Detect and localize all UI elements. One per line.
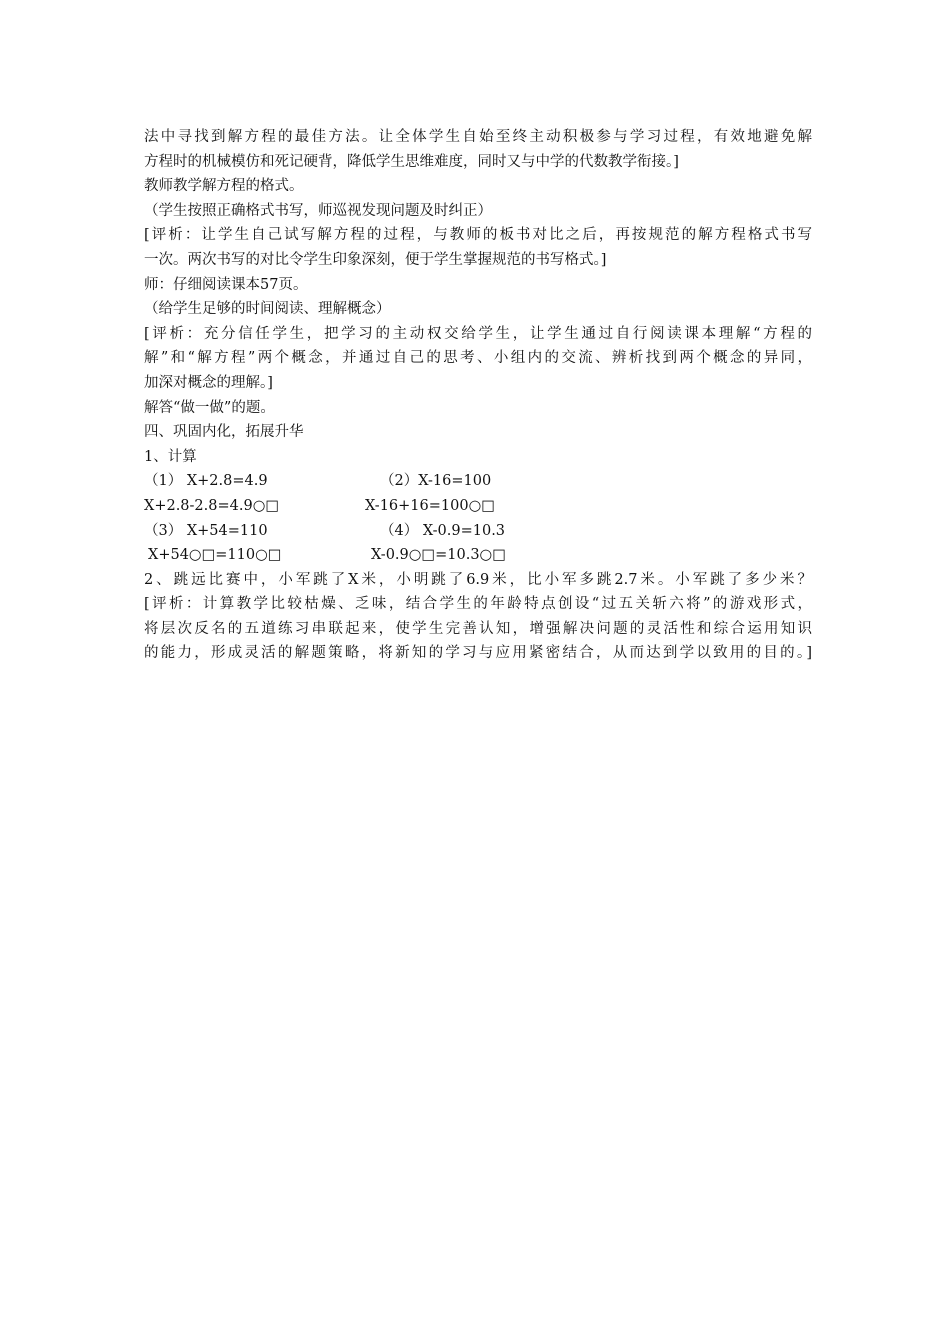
text-line: [评析：计算教学比较枯燥、乏味，结合学生的年龄特点创设“过五关斩六将”的游戏形式，	[144, 596, 812, 613]
exercise-left: （1） X+2.8=4.9	[144, 473, 268, 490]
exercise-row	[144, 543, 812, 568]
text-line: 将层次反名的五道练习串联起来，使学生完善认知，增强解决问题的灵活性和综合运用知识	[144, 620, 812, 637]
exercise-right: （4） X-0.9=10.3	[380, 522, 506, 539]
text-line: 2、跳远比赛中，小军跳了X米，小明跳了6.9米，比小军多跳2.7米。小军跳了多少米？	[144, 571, 812, 588]
text-line: [评析：让学生自己试写解方程的过程，与教师的板书对比之后，再按规范的解方程格式书写	[144, 227, 812, 244]
text-line: （学生按照正确格式书写，师巡视发现问题及时纠正）	[144, 202, 492, 219]
text-line: 一次。两次书写的对比令学生印象深刻，便于学生掌握规范的书写格式。]	[144, 251, 607, 268]
exercise-right: X-16+16=100○□	[365, 497, 495, 514]
text-line: 解答“做一做”的题。	[144, 399, 275, 416]
exercise-right: （2）X-16=100	[380, 473, 492, 490]
text-line: 解”和“解方程”两个概念，并通过自己的思考、小组内的交流、辨析找到两个概念的异同，	[144, 350, 812, 367]
exercise-left: X+2.8-2.8=4.9○□	[144, 497, 280, 514]
text-line: 加深对概念的理解。]	[144, 374, 273, 391]
text-line: （给学生足够的时间阅读、理解概念）	[144, 301, 391, 318]
exercise-left: （3） X+54=110	[144, 522, 268, 539]
exercise-row	[144, 494, 812, 519]
exercise-left: X+54○□=110○□	[148, 547, 282, 564]
text-line: 教师教学解方程的格式。	[144, 178, 304, 195]
exercise-heading: 1、计算	[144, 448, 197, 465]
text-line: 方程时的机械模仿和死记硬背，降低学生思维难度，同时又与中学的代数教学衔接。]	[144, 153, 679, 170]
text-line: 法中寻找到解方程的最佳方法。让全体学生自始至终主动积极参与学习过程，有效地避免解	[144, 129, 812, 145]
document-page	[144, 125, 812, 666]
text-line: 师：仔细阅读课本57页。	[144, 276, 308, 293]
exercise-row	[144, 469, 812, 494]
section-heading: 四、巩固内化，拓展升华	[144, 424, 304, 441]
text-line: 的能力，形成灵活的解题策略，将新知的学习与应用紧密结合，从而达到学以致用的目的。]	[144, 645, 812, 662]
exercise-right: X-0.9○□=10.3○□	[371, 547, 506, 564]
exercise-row	[144, 519, 812, 544]
text-line: [评析：充分信任学生，把学习的主动权交给学生，让学生通过自行阅读课本理解“方程的	[144, 325, 812, 342]
